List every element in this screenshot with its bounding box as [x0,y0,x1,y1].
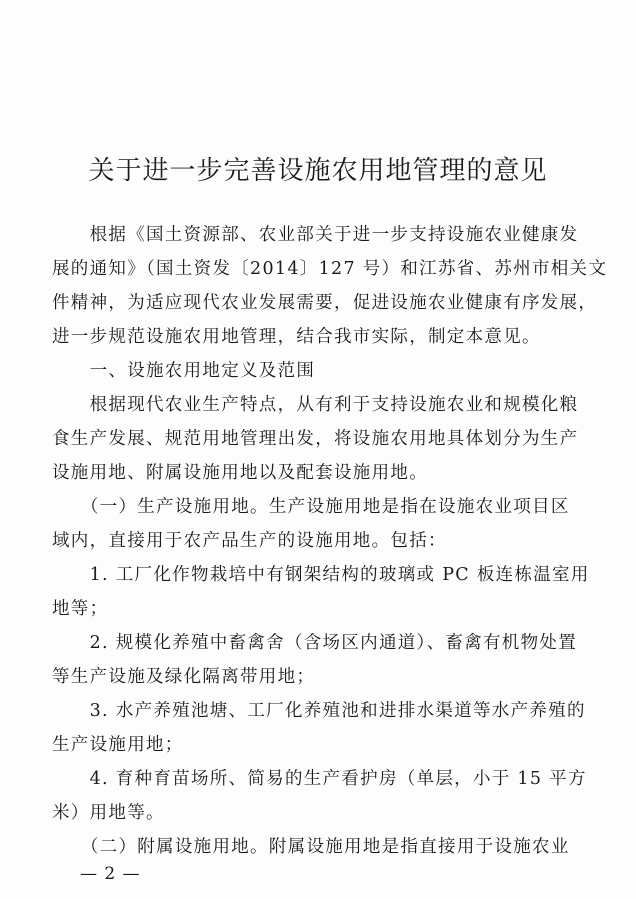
text-line: 进一步规范设施农用地管理，结合我市实际，制定本意见。 [52,327,541,347]
text-line: 生产设施用地； [52,735,184,755]
text-line: 根据现代农业生产特点，从有利于支持设施农业和规模化粮 [52,395,579,415]
text-line: 根据《国土资源部、农业部关于进一步支持设施农业健康发 [52,225,579,245]
text-line: 食生产发展、规范用地管理出发，将设施农用地具体划分为生产 [52,429,579,449]
text-line: 地等； [52,599,109,619]
text-line: 域内，直接用于农产品生产的设施用地。包括： [52,531,447,551]
text-line: 米）用地等。 [52,803,165,823]
text-line: 等生产设施及绿化隔离带用地； [52,667,316,687]
text-line: 设施用地、附属设施用地以及配套设施用地。 [52,463,428,483]
text-line: 4. 育种育苗场所、简易的生产看护房（单层，小于 15 平方 [52,769,587,789]
text-line: 2. 规模化养殖中畜禽舍（含场区内通道）、畜禽有机物处置 [52,633,578,653]
page-number: — 2 — [80,864,141,884]
text-line: 展的通知》（国土资发〔2014〕127 号）和江苏省、苏州市相关文 [52,259,608,279]
text-line: 3. 水产养殖池塘、工厂化养殖池和进排水渠道等水产养殖的 [52,701,586,721]
text-line: （二）附属设施用地。附属设施用地是指直接用于设施农业 [52,837,570,857]
text-line: 件精神，为适应现代农业发展需要，促进设施农业健康有序发展， [52,293,598,313]
text-line: 1. 工厂化作物栽培中有钢架结构的玻璃或 PC 板连栋温室用 [52,565,590,585]
document-title: 关于进一步完善设施农用地管理的意见 [88,156,548,186]
text-line: （一）生产设施用地。生产设施用地是指在设施农业项目区 [52,497,570,517]
section-heading: 一、设施农用地定义及范围 [52,361,316,381]
